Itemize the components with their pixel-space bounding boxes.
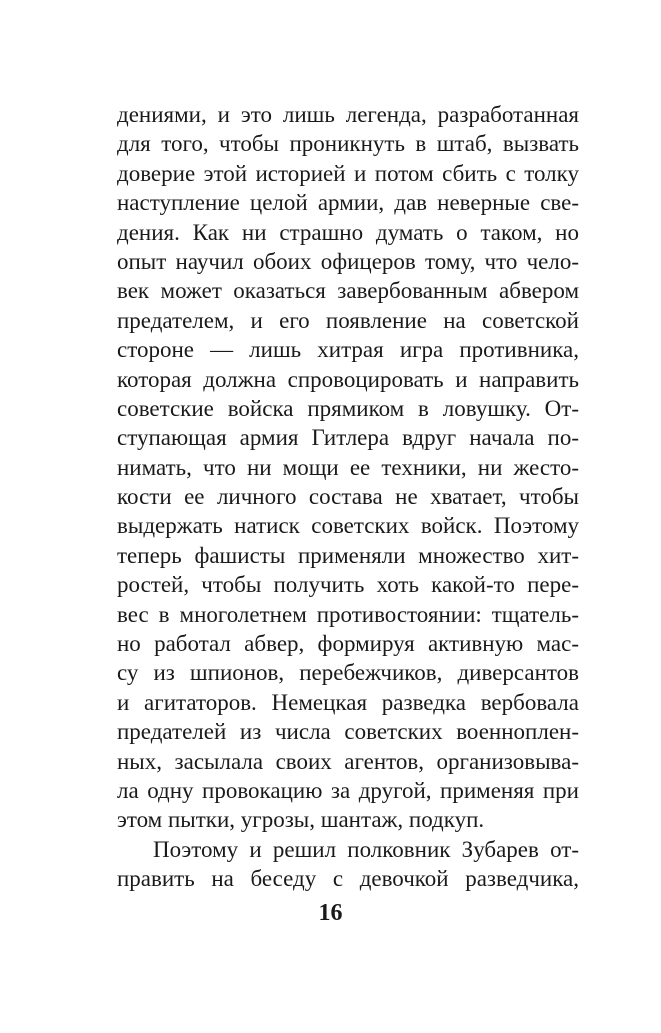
text-line: этом пытки, угрозы, шантаж, подкуп. bbox=[117, 807, 485, 833]
text-line: советские войска прямиком в ловушку. От- bbox=[117, 395, 579, 421]
text-line: вес в многолетнем противостоянии: тщатель- bbox=[117, 601, 579, 627]
text-line: кости ее личного состава не хватает, чтобы bbox=[117, 484, 579, 510]
page-number: 16 bbox=[318, 900, 343, 926]
text-line: Поэтому и решил полковник Зубарев от- bbox=[153, 836, 579, 862]
text-line: которая должна спровоцировать и направить bbox=[117, 366, 579, 392]
body-text bbox=[117, 100, 579, 894]
text-line: доверие этой историей и потом сбить с толку bbox=[117, 160, 579, 186]
text-line: ных, засылала своих агентов, организовыва- bbox=[117, 748, 579, 774]
text-line: ла одну провокацию за другой, применяя при bbox=[117, 777, 579, 803]
text-line: наступление целой армии, дав неверные све- bbox=[117, 190, 579, 216]
text-line: править на беседу с девочкой разведчика, bbox=[117, 866, 579, 892]
text-line: су из шпионов, перебежчиков, диверсантов bbox=[117, 660, 579, 686]
text-line: для того, чтобы проникнуть в штаб, вызвать bbox=[117, 131, 579, 157]
text-line: нимать, что ни мощи ее техники, ни жесто- bbox=[117, 454, 579, 480]
text-line: выдержать натиск советских войск. Поэтому bbox=[117, 513, 579, 539]
text-line: стороне — лишь хитрая игра противника, bbox=[117, 337, 579, 363]
text-line: теперь фашисты применяли множество хит- bbox=[117, 542, 579, 568]
text-line: ростей, чтобы получить хоть какой-то пере- bbox=[117, 572, 579, 598]
text-line: предателей из числа советских военноплен- bbox=[117, 719, 579, 745]
text-line: и агитаторов. Немецкая разведка вербовала bbox=[117, 689, 579, 715]
text-line: предателем, и его появление на советской bbox=[117, 307, 579, 333]
text-line: но работал абвер, формируя активную мас- bbox=[117, 631, 579, 657]
text-line: дения. Как ни страшно думать о таком, но bbox=[117, 219, 579, 245]
text-line: ступающая армия Гитлера вдруг начала по- bbox=[117, 425, 579, 451]
text-line: опыт научил обоих офицеров тому, что чело- bbox=[117, 248, 579, 274]
text-line: дениями, и это лишь легенда, разработанная bbox=[117, 102, 579, 127]
text-line: век может оказаться завербованным абвером bbox=[117, 278, 579, 304]
